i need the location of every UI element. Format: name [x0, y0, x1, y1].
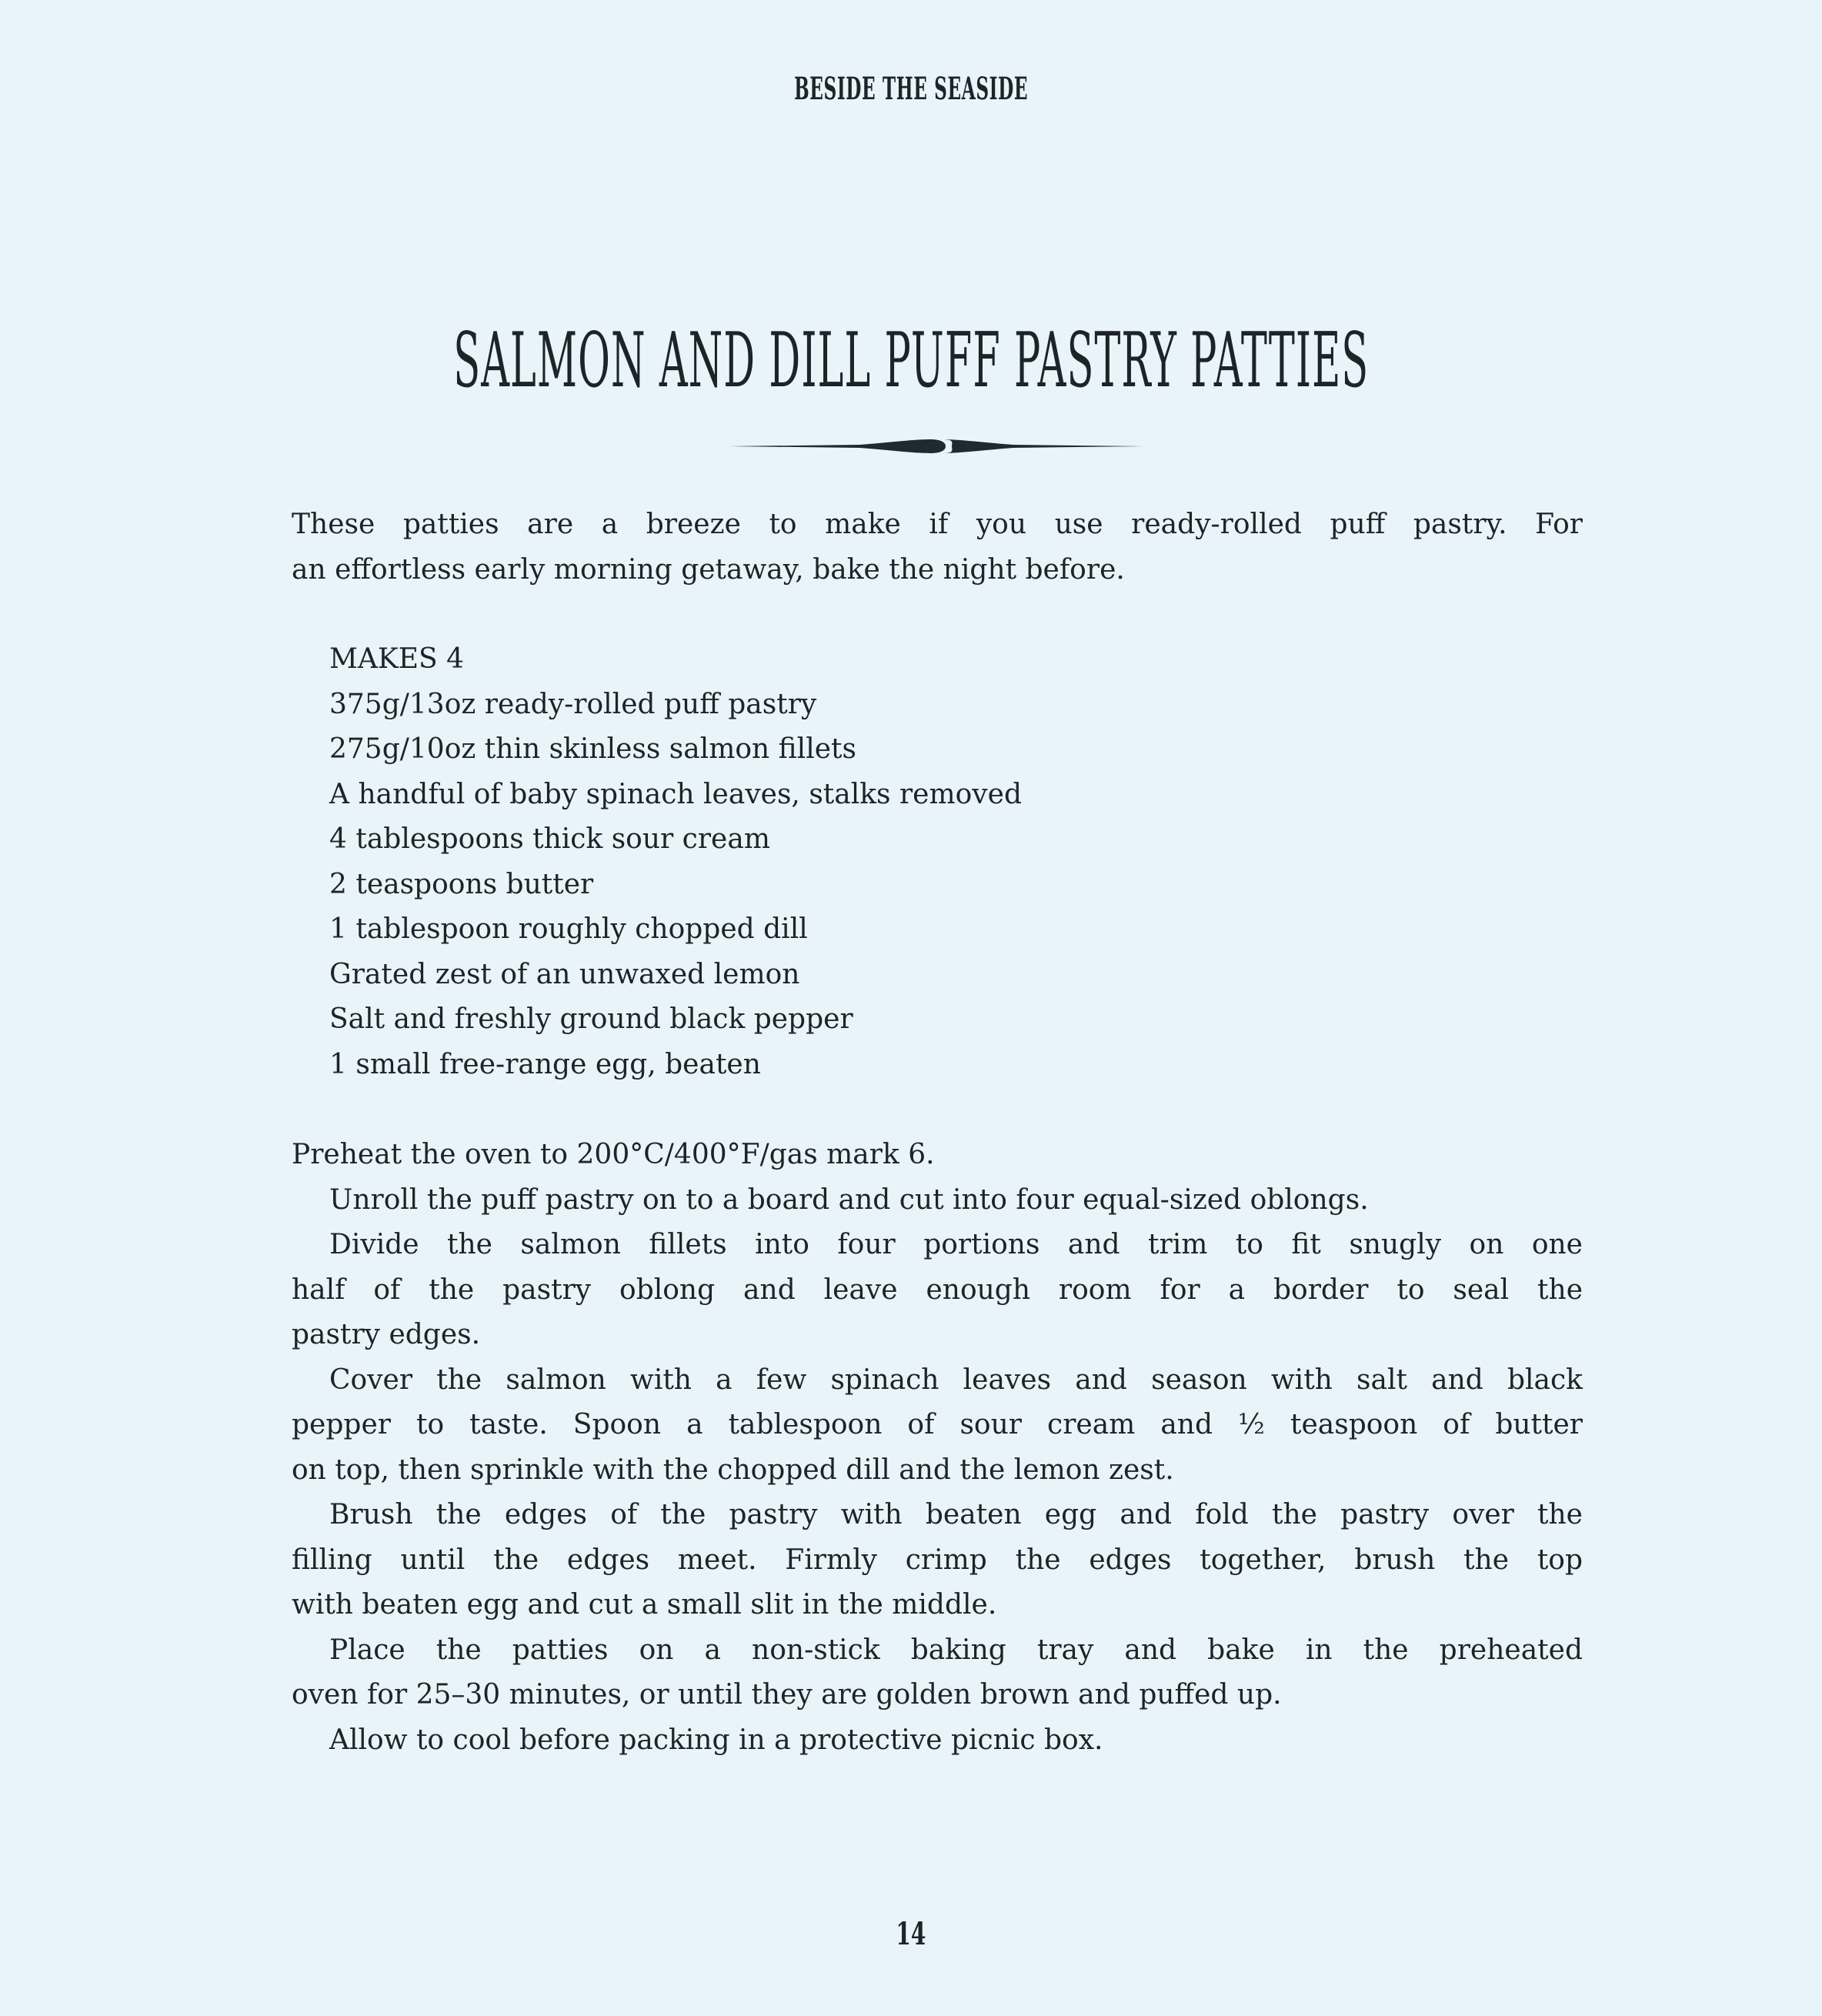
ingredient-item: 275g/10oz thin skinless salmon fillets: [329, 733, 856, 765]
method-section: [292, 1133, 1583, 1763]
ingredient-item: 2 teaspoons butter: [329, 868, 594, 900]
ingredient-item: Salt and freshly ground black pepper: [329, 1003, 853, 1035]
method-line: Cover the salmon with a few spinach leaves and season with salt and black: [329, 1363, 1583, 1396]
intro-line: These patties are a breeze to make if you use ready-rolled puff pastry. For: [292, 509, 1583, 540]
method-step: [292, 1628, 1583, 1718]
ingredient-item: 1 small free-range egg, beaten: [329, 1048, 761, 1080]
method-step: [292, 1178, 1583, 1223]
method-step: [292, 1133, 1583, 1178]
method-line: on top, then sprinkle with the chopped dill and the lemon zest.: [292, 1454, 1174, 1486]
method-line: with beaten egg and cut a small slit in the middle.: [292, 1589, 997, 1620]
ingredient-item: 4 tablespoons thick sour cream: [329, 823, 770, 855]
method-step: [292, 1223, 1583, 1358]
recipe-title: [0, 317, 1822, 405]
recipe-title-text: SALMON AND DILL PUFF PASTRY PATTIES: [452, 317, 1370, 405]
page-number-text: 14: [896, 1916, 926, 1952]
intro-paragraph: [292, 502, 1583, 592]
method-line: Place the patties on a non-stick baking tray and bake in the preheated: [329, 1634, 1583, 1666]
method-step: [292, 1718, 1583, 1764]
running-head: [0, 71, 1822, 107]
method-line: Brush the edges of the pastry with beaten egg and fold the pastry over the: [329, 1499, 1583, 1530]
method-step: [292, 1358, 1583, 1494]
method-step: [292, 1493, 1583, 1628]
ingredient-item: 375g/13oz ready-rolled puff pastry: [329, 688, 817, 720]
method-line: half of the pastry oblong and leave enough room for a border to seal the: [292, 1273, 1583, 1306]
yield-label: MAKES 4: [329, 643, 465, 675]
method-line: oven for 25–30 minutes, or until they are golden brown and puffed up.: [292, 1679, 1282, 1711]
running-head-text: BESIDE THE SEASIDE: [793, 71, 1029, 107]
page-number: [0, 1916, 1822, 1952]
method-line: Unroll the puff pastry on to a board and cut into four equal-sized oblongs.: [329, 1183, 1369, 1216]
ingredient-item: Grated zest of an unwaxed lemon: [329, 958, 800, 990]
method-line: pastry edges.: [292, 1319, 481, 1350]
intro-line: an effortless early morning getaway, bake the night before.: [292, 553, 1125, 586]
method-line: filling until the edges meet. Firmly crimp the edges together, brush the top: [292, 1544, 1583, 1576]
ingredients-list: [329, 637, 1407, 1087]
method-line: pepper to taste. Spoon a tablespoon of sour cream and ½ teaspoon of butter: [292, 1409, 1583, 1440]
ingredient-item: 1 tablespoon roughly chopped dill: [329, 913, 808, 945]
method-line: Allow to cool before packing in a protective picnic box.: [329, 1724, 1103, 1756]
ingredient-item: A handful of baby spinach leaves, stalks removed: [329, 778, 1022, 810]
ornament-divider-icon: [729, 433, 1144, 459]
method-line: Preheat the oven to 200°C/400°F/gas mark 6.: [292, 1139, 935, 1170]
method-line: Divide the salmon fillets into four portions and trim to fit snugly on one: [329, 1229, 1583, 1260]
